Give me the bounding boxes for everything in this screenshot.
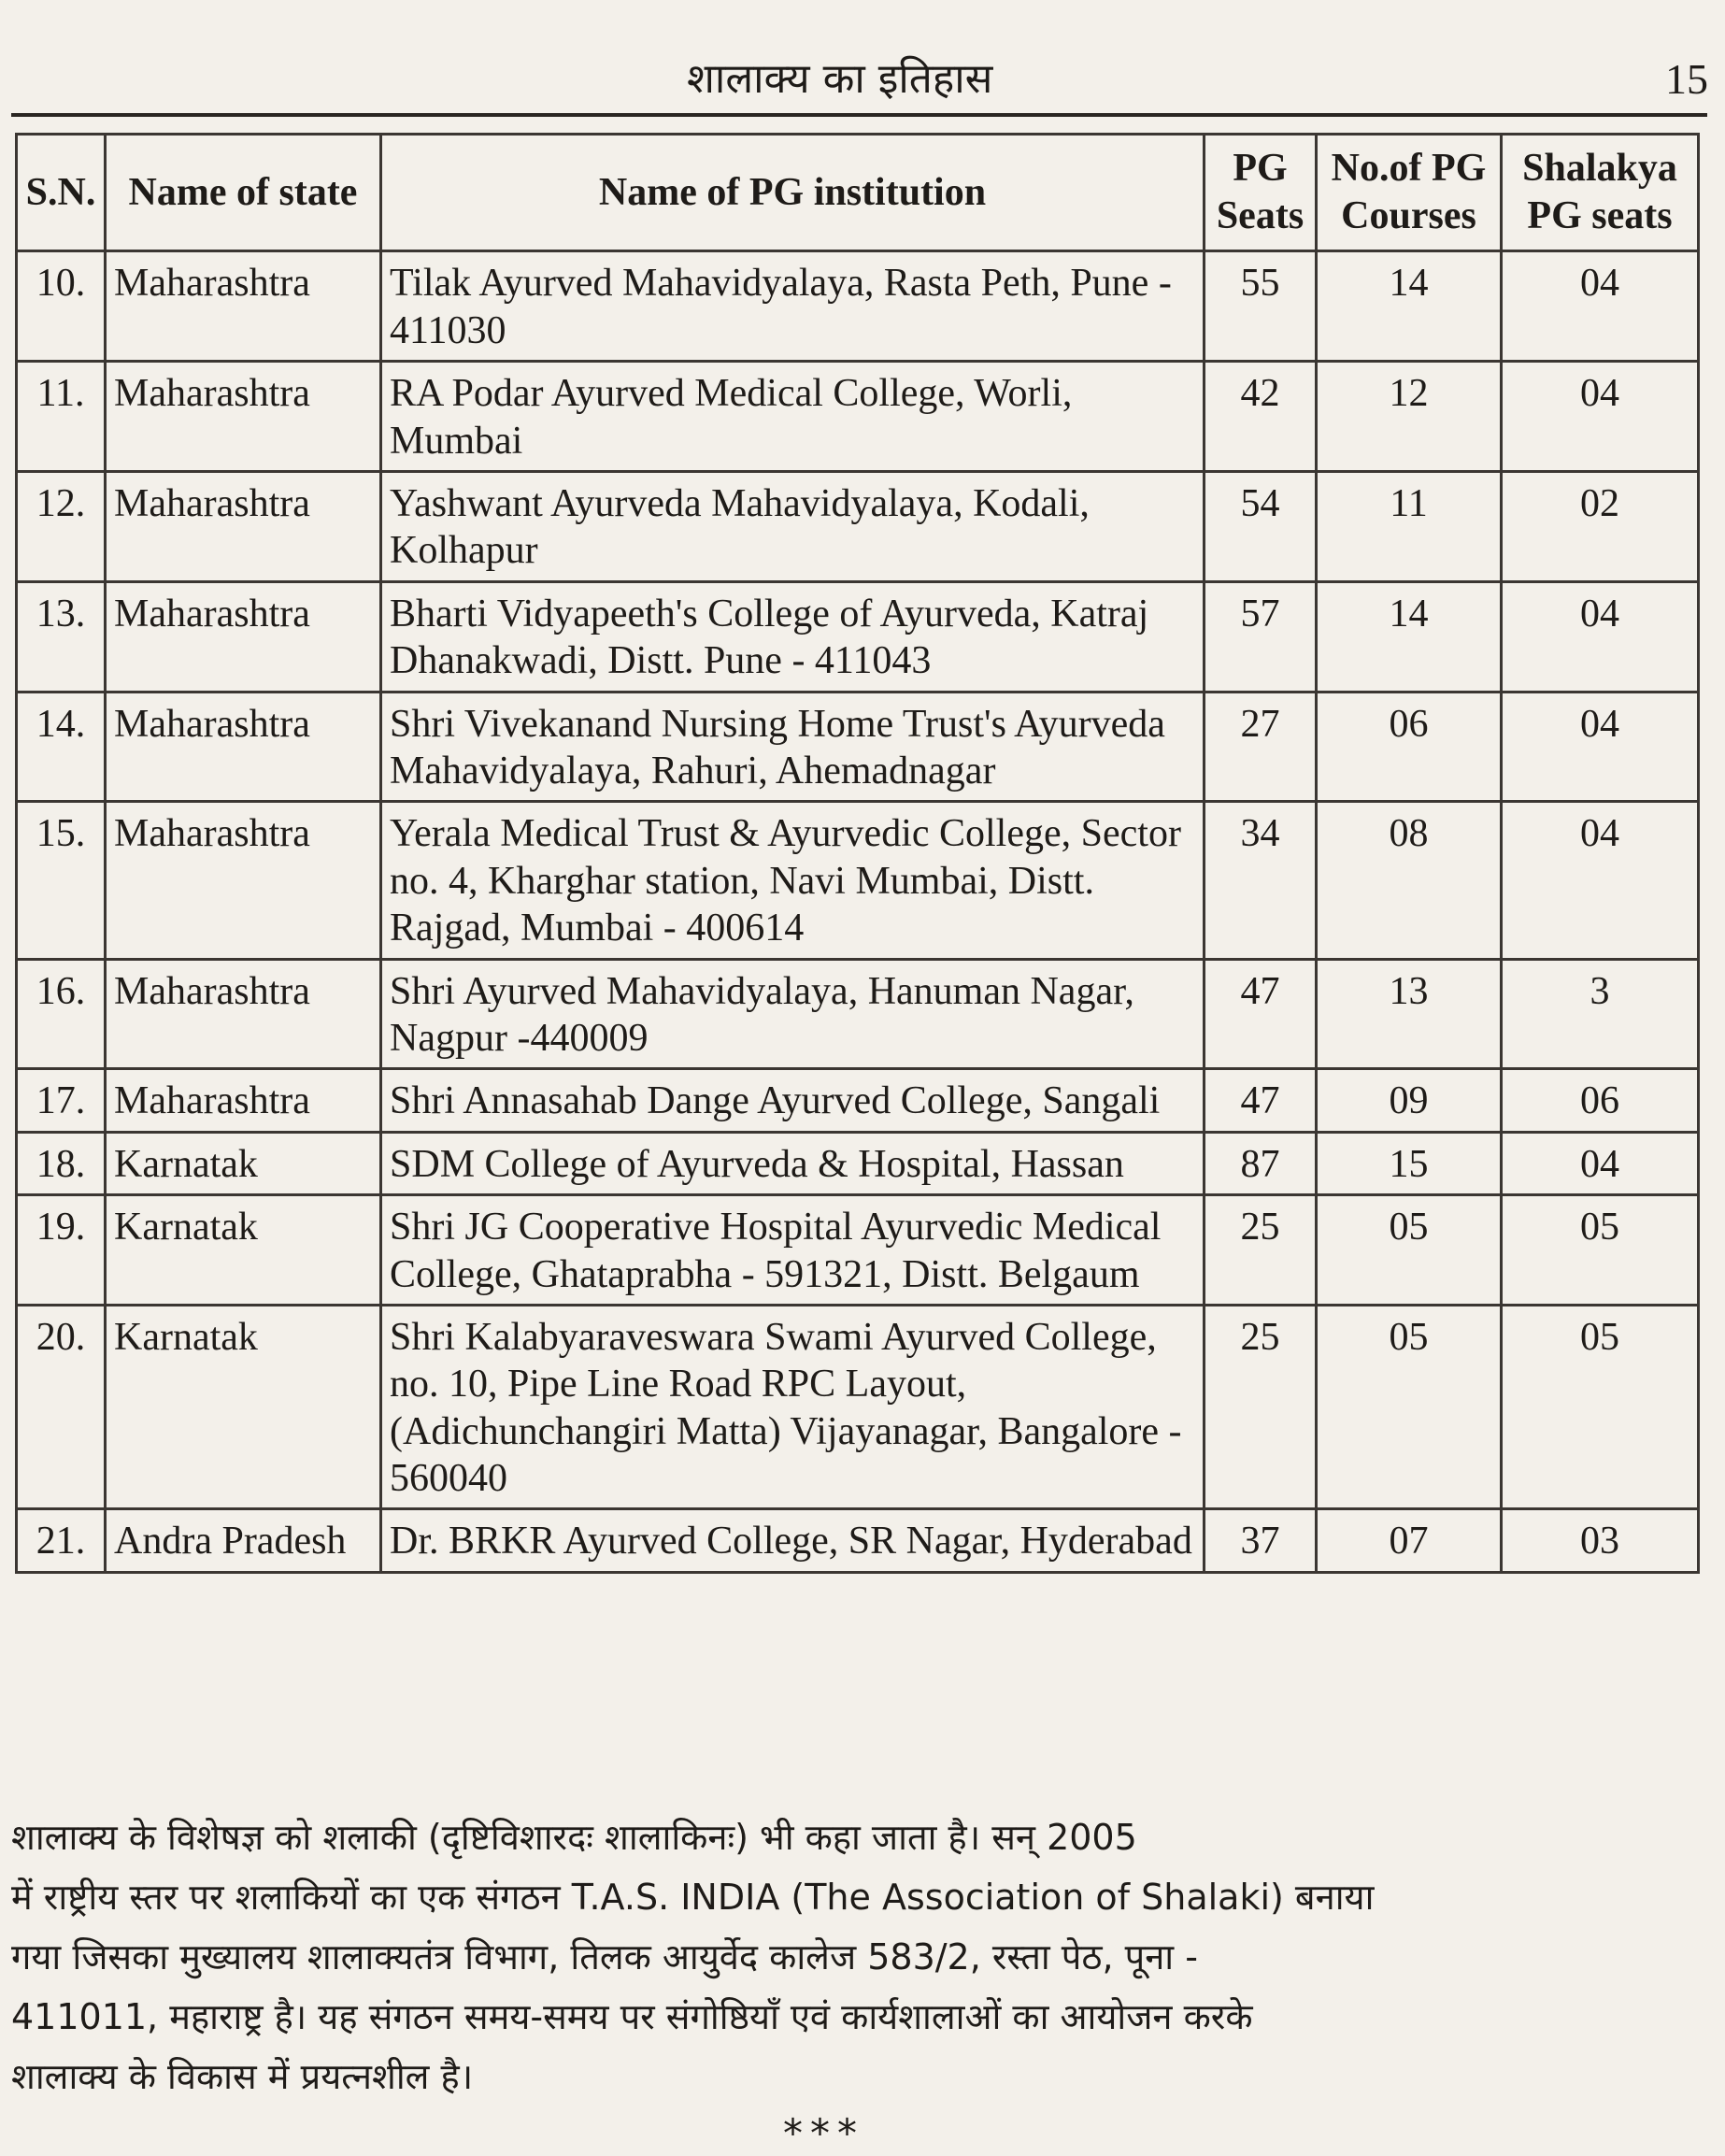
table-row — [17, 472, 1699, 582]
cell-pg-courses: 15 — [1317, 1132, 1502, 1194]
header-rule — [11, 113, 1707, 117]
cell-pg-courses: 08 — [1317, 802, 1502, 959]
cell-sn: 11. — [17, 362, 106, 472]
cell-pg-seats: 37 — [1205, 1509, 1317, 1572]
cell-pg-courses: 05 — [1317, 1305, 1502, 1509]
cell-pg-courses: 13 — [1317, 959, 1502, 1069]
table-row — [17, 959, 1699, 1069]
cell-institution: Shri JG Cooperative Hospital Ayurvedic Medical College, Ghataprabha - 591321, Distt. Belgaum — [381, 1195, 1205, 1306]
cell-state: Maharashtra — [106, 472, 381, 582]
cell-pg-courses: 14 — [1317, 581, 1502, 692]
cell-institution: Tilak Ayurved Mahavidyalaya, Rasta Peth, Pune - 411030 — [381, 251, 1205, 362]
cell-institution: RA Podar Ayurved Medical College, Worli, Mumbai — [381, 362, 1205, 472]
paragraph-line: 411011, महाराष्ट्र है। यह संगठन समय-समय पर संगोष्ठियाँ एवं कार्यशालाओं का आयोजन करके — [11, 1996, 1253, 2037]
cell-institution: Shri Kalabyaraveswara Swami Ayurved College, no. 10, Pipe Line Road RPC Layout, (Adichunchangiri Matta) Vijayanagar, Bangalore - 560040 — [381, 1305, 1205, 1509]
cell-sn: 20. — [17, 1305, 106, 1509]
cell-shalakya-seats: 06 — [1502, 1069, 1699, 1132]
table-row — [17, 1509, 1699, 1572]
cell-pg-seats: 25 — [1205, 1305, 1317, 1509]
cell-state: Maharashtra — [106, 802, 381, 959]
cell-sn: 16. — [17, 959, 106, 1069]
cell-pg-courses: 14 — [1317, 251, 1502, 362]
cell-state: Maharashtra — [106, 581, 381, 692]
column-header-institution: Name of PG institution — [381, 135, 1205, 251]
cell-institution: Shri Ayurved Mahavidyalaya, Hanuman Nagar, Nagpur -440009 — [381, 959, 1205, 1069]
cell-sn: 10. — [17, 251, 106, 362]
table-row — [17, 1195, 1699, 1306]
cell-shalakya-seats: 04 — [1502, 802, 1699, 959]
cell-pg-seats: 57 — [1205, 581, 1317, 692]
running-title: शालाक्य का इतिहास — [687, 55, 993, 103]
cell-state: Maharashtra — [106, 362, 381, 472]
cell-institution: Shri Annasahab Dange Ayurved College, Sangali — [381, 1069, 1205, 1132]
paragraph-line: शालाक्य के विकास में प्रयत्नशील है। — [11, 2056, 474, 2097]
cell-pg-seats: 34 — [1205, 802, 1317, 959]
cell-shalakya-seats: 04 — [1502, 1132, 1699, 1194]
table-body — [17, 251, 1699, 1572]
cell-state: Maharashtra — [106, 692, 381, 802]
cell-shalakya-seats: 3 — [1502, 959, 1699, 1069]
cell-pg-courses: 06 — [1317, 692, 1502, 802]
cell-shalakya-seats: 05 — [1502, 1195, 1699, 1306]
cell-shalakya-seats: 04 — [1502, 251, 1699, 362]
table-row — [17, 1132, 1699, 1194]
cell-institution: Yashwant Ayurveda Mahavidyalaya, Kodali, Kolhapur — [381, 472, 1205, 582]
cell-state: Andra Pradesh — [106, 1509, 381, 1572]
table-row — [17, 362, 1699, 472]
cell-shalakya-seats: 04 — [1502, 692, 1699, 802]
cell-state: Karnatak — [106, 1132, 381, 1194]
cell-institution: Bharti Vidyapeeth's College of Ayurveda, Katraj Dhanakwadi, Distt. Pune - 411043 — [381, 581, 1205, 692]
table-row — [17, 251, 1699, 362]
cell-state: Karnatak — [106, 1305, 381, 1509]
column-header-pg-courses: No.of PG Courses — [1317, 135, 1502, 251]
page-header — [0, 36, 1725, 120]
cell-institution: Shri Vivekanand Nursing Home Trust's Ayurveda Mahavidyalaya, Rahuri, Ahemadnagar — [381, 692, 1205, 802]
cell-pg-seats: 87 — [1205, 1132, 1317, 1194]
table-row — [17, 1069, 1699, 1132]
cell-sn: 14. — [17, 692, 106, 802]
cell-shalakya-seats: 05 — [1502, 1305, 1699, 1509]
cell-pg-courses: 05 — [1317, 1195, 1502, 1306]
body-paragraph — [11, 1807, 1701, 2106]
cell-sn: 21. — [17, 1509, 106, 1572]
column-header-sn: S.N. — [17, 135, 106, 251]
pg-institutions-table — [15, 133, 1700, 1574]
cell-pg-seats: 25 — [1205, 1195, 1317, 1306]
column-header-state: Name of state — [106, 135, 381, 251]
cell-pg-seats: 55 — [1205, 251, 1317, 362]
cell-pg-seats: 27 — [1205, 692, 1317, 802]
page-number: 15 — [1665, 55, 1708, 103]
paragraph-line: में राष्ट्रीय स्तर पर शलाकियों का एक संगठन T.A.S. INDIA (The Association of Shalaki) बनाया — [11, 1877, 1375, 1918]
section-end-ornament: *** — [783, 2110, 864, 2156]
cell-pg-courses: 09 — [1317, 1069, 1502, 1132]
cell-shalakya-seats: 04 — [1502, 581, 1699, 692]
cell-pg-seats: 47 — [1205, 1069, 1317, 1132]
table-row — [17, 802, 1699, 959]
column-header-pg-seats: PG Seats — [1205, 135, 1317, 251]
cell-state: Maharashtra — [106, 251, 381, 362]
cell-pg-seats: 42 — [1205, 362, 1317, 472]
table-row — [17, 581, 1699, 692]
cell-institution: Yerala Medical Trust & Ayurvedic College, Sector no. 4, Kharghar station, Navi Mumbai, Distt. Rajgad, Mumbai - 400614 — [381, 802, 1205, 959]
paragraph-line: शालाक्य के विशेषज्ञ को शलाकी (दृष्टिविशारदः शालाकिनः) भी कहा जाता है। सन् 2005 — [11, 1817, 1137, 1858]
cell-state: Maharashtra — [106, 959, 381, 1069]
cell-sn: 17. — [17, 1069, 106, 1132]
table-header — [17, 135, 1699, 251]
cell-pg-seats: 47 — [1205, 959, 1317, 1069]
cell-pg-courses: 11 — [1317, 472, 1502, 582]
cell-pg-seats: 54 — [1205, 472, 1317, 582]
cell-state: Karnatak — [106, 1195, 381, 1306]
pg-institutions-table-wrap — [15, 133, 1697, 1574]
cell-shalakya-seats: 04 — [1502, 362, 1699, 472]
column-header-shalakya-seats: Shalakya PG seats — [1502, 135, 1699, 251]
table-header-row — [17, 135, 1699, 251]
cell-institution: SDM College of Ayurveda & Hospital, Hassan — [381, 1132, 1205, 1194]
cell-pg-courses: 12 — [1317, 362, 1502, 472]
cell-sn: 18. — [17, 1132, 106, 1194]
cell-sn: 15. — [17, 802, 106, 959]
cell-institution: Dr. BRKR Ayurved College, SR Nagar, Hyderabad — [381, 1509, 1205, 1572]
table-row — [17, 1305, 1699, 1509]
cell-sn: 19. — [17, 1195, 106, 1306]
cell-shalakya-seats: 02 — [1502, 472, 1699, 582]
paragraph-line: गया जिसका मुख्यालय शालाक्यतंत्र विभाग, तिलक आयुर्वेद कालेज 583/2, रस्ता पेठ, पूना - — [11, 1936, 1198, 1978]
cell-shalakya-seats: 03 — [1502, 1509, 1699, 1572]
cell-state: Maharashtra — [106, 1069, 381, 1132]
table-row — [17, 692, 1699, 802]
cell-sn: 12. — [17, 472, 106, 582]
cell-pg-courses: 07 — [1317, 1509, 1502, 1572]
cell-sn: 13. — [17, 581, 106, 692]
